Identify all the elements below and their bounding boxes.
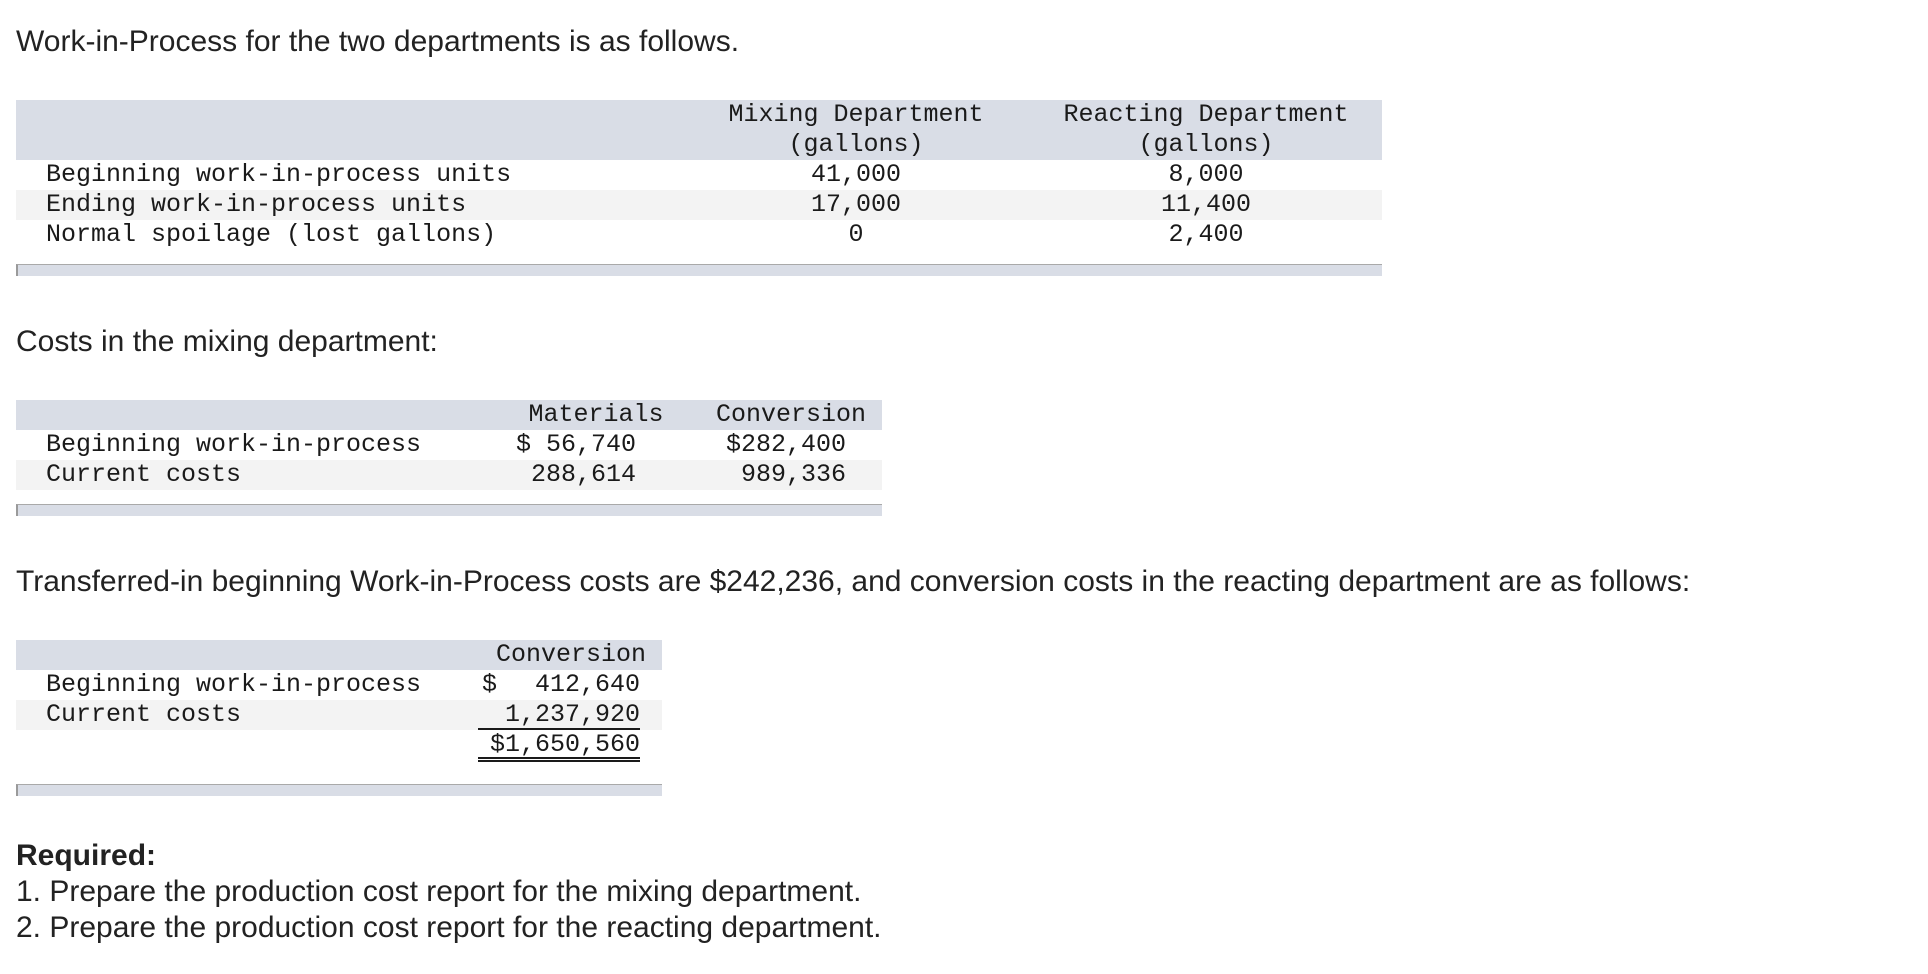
- mixing-costs-header: [16, 400, 882, 430]
- required-item-1: 1. Prepare the production cost report for the mixing department.: [16, 875, 862, 908]
- reacting-costs-header: [16, 640, 662, 670]
- mixing-value: 17,000: [810, 190, 901, 219]
- row-label: Normal spoilage (lost gallons): [46, 220, 497, 249]
- mixing-costs-title: Costs in the mixing department:: [16, 325, 438, 358]
- table-footer-bar: [16, 504, 882, 516]
- table-footer-bar: [16, 784, 662, 796]
- conversion-value: 412,640: [534, 670, 640, 699]
- table-footer-bar: [16, 264, 1382, 276]
- row-label: Ending work-in-process units: [46, 190, 467, 219]
- table-row: [16, 460, 882, 490]
- table-row: [16, 160, 1382, 190]
- dollar-sign: $: [482, 670, 498, 699]
- mixing-header-line1: Mixing Department: [728, 100, 984, 129]
- row-label: Current costs: [46, 460, 242, 489]
- reacting-header-line2: (gallons): [1138, 130, 1274, 159]
- conversion-header: Conversion: [715, 400, 867, 429]
- table-row: [16, 700, 662, 730]
- wip-table-header: [16, 100, 1382, 160]
- reacting-value: 11,400: [1160, 190, 1251, 219]
- mixing-value: 0: [848, 220, 864, 249]
- conversion-header: Conversion: [495, 640, 647, 669]
- transferred-in-text: Transferred-in beginning Work-in-Process costs are $242,236, and conversion costs in the reacting department are as follows:: [16, 565, 1691, 598]
- table-row: [16, 190, 1382, 220]
- conversion-total: $1,650,560: [478, 730, 640, 762]
- table-row-total: [16, 730, 662, 760]
- table-row: [16, 220, 1382, 250]
- mixing-costs-table: [16, 400, 882, 520]
- conversion-value: 1,237,920: [478, 700, 640, 730]
- materials-header: Materials: [528, 400, 664, 429]
- mixing-value: 41,000: [810, 160, 901, 189]
- reacting-value: 2,400: [1168, 220, 1244, 249]
- conversion-value: 989,336: [740, 460, 846, 489]
- reacting-costs-table: [16, 640, 662, 800]
- row-label: Beginning work-in-process: [46, 430, 422, 459]
- wip-units-table: [16, 100, 1382, 280]
- row-label: Current costs: [46, 700, 242, 729]
- materials-value: 288,614: [530, 460, 636, 489]
- mixing-header-line2: (gallons): [788, 130, 924, 159]
- table-row: [16, 670, 662, 700]
- table-row: [16, 430, 882, 460]
- materials-value: $ 56,740: [515, 430, 636, 459]
- row-label: Beginning work-in-process: [46, 670, 422, 699]
- conversion-value: $282,400: [725, 430, 846, 459]
- required-title: Required:: [16, 839, 157, 872]
- required-item-2: 2. Prepare the production cost report for the reacting department.: [16, 911, 882, 944]
- row-label: Beginning work-in-process units: [46, 160, 512, 189]
- intro-text: Work-in-Process for the two departments is as follows.: [16, 25, 740, 58]
- reacting-value: 8,000: [1168, 160, 1244, 189]
- reacting-header-line1: Reacting Department: [1063, 100, 1349, 129]
